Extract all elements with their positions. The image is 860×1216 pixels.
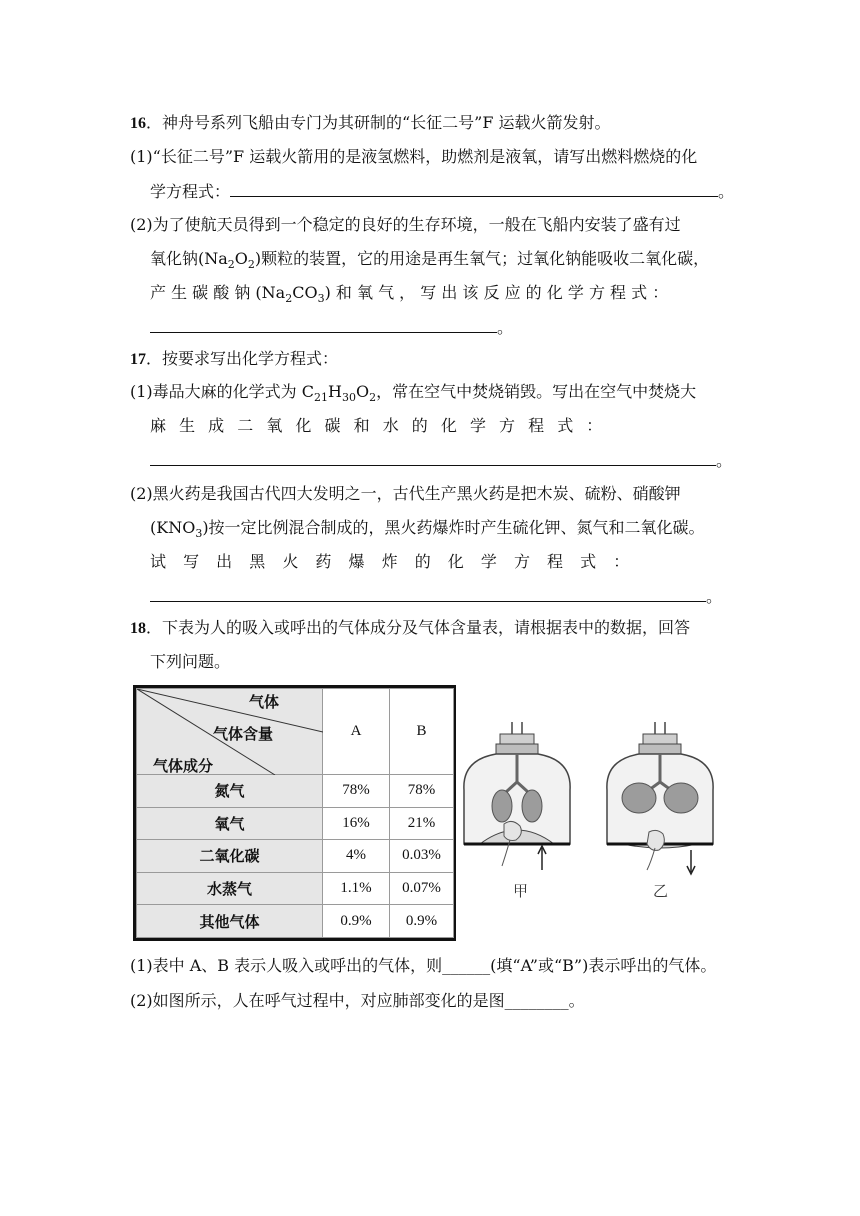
text: ) 和 氧 气 ， 写 出 该 反 应 的 化 学 方 程 式 ： [324, 283, 669, 302]
q17-part1-line3 [150, 449, 735, 472]
q17-stem [130, 348, 735, 371]
q18-stem-line2: 下列问题。 [150, 652, 231, 671]
q16-part1-line1: (1)“长征二号”F 运载火箭用的是液氢燃料，助燃剂是液氧，请写出燃料燃烧的化 [130, 147, 698, 166]
subscript: 2 [227, 258, 235, 272]
cell-b: 0.03% [390, 840, 454, 873]
text: 氧化钠(Na [150, 249, 228, 268]
q17-answer-blank-1[interactable] [150, 449, 716, 466]
text: )颗粒的装置，它的用途是再生氧气；过氧化钠能吸收二氧化碳， [254, 249, 710, 268]
q17-stem-text: ．按要求写出化学方程式： [146, 349, 339, 368]
cell-a: 4% [323, 840, 390, 873]
bell-jar-figure-yi [605, 720, 735, 884]
q17-part2-line3: 试 写 出 黑 火 药 爆 炸 的 化 学 方 程 式 ： [150, 552, 630, 571]
figure-label-yi: 乙 [653, 882, 669, 900]
cell-a: 78% [323, 775, 390, 808]
period: 。 [497, 318, 514, 337]
cell-b: 21% [390, 807, 454, 840]
row-name: 其他气体 [137, 905, 323, 938]
subscript: 30 [341, 391, 356, 405]
subscript: 21 [314, 391, 328, 405]
subscript: 3 [195, 527, 203, 541]
subscript: 3 [317, 292, 325, 306]
q16-stem [130, 112, 735, 135]
text: )按一定比例混合制成的，黑火药爆炸时产生硫化钾、氮气和二氧化碳。 [202, 518, 705, 537]
text: H [328, 382, 342, 401]
q18-part2: (2)如图所示，人在呼气过程中，对应肺部变化的是图________。 [130, 991, 585, 1010]
q16-part2-line3 [150, 282, 735, 304]
cell-b: 78% [390, 775, 454, 808]
table-row [137, 905, 454, 938]
text: O [355, 382, 370, 401]
table-row [137, 840, 454, 873]
bell-jar-lung-model-icon [605, 720, 735, 880]
corner-label-component: 气体成分 [153, 757, 214, 775]
q16-answer-blank-2[interactable] [150, 316, 497, 333]
q16-number: 16 [130, 115, 146, 132]
q17-part2-line4 [150, 585, 735, 608]
q16-part2-line2 [150, 248, 735, 270]
q16-stem-text: ．神舟号系列飞船由专门为其研制的“长征二号”F 运载火箭发射。 [146, 113, 611, 132]
cell-a: 16% [323, 807, 390, 840]
corner-label-content: 气体含量 [213, 725, 274, 743]
row-name: 氧气 [137, 807, 323, 840]
q16-part1-prefix: 学方程式： [150, 182, 231, 201]
cell-b: 0.9% [390, 905, 454, 938]
row-name: 二氧化碳 [137, 840, 323, 873]
row-name: 水蒸气 [137, 872, 323, 905]
row-name: 氮气 [137, 775, 323, 808]
subscript: 2 [285, 292, 293, 306]
q17-part1-line1 [130, 381, 735, 403]
bell-jar-figure-jia [462, 720, 592, 884]
bell-jar-lung-model-icon [462, 720, 592, 880]
text: (1)毒品大麻的化学式为 C [130, 382, 314, 401]
table-corner-header [137, 689, 323, 775]
col-header-a: A [323, 689, 390, 775]
figure-label-jia: 甲 [513, 882, 529, 900]
period: 。 [716, 451, 733, 470]
text: CO [292, 283, 318, 302]
q18-part1: (1)表中 A、B 表示人吸入或呼出的气体，则______(填“A”或“B”)表示呼出的气体。 [130, 956, 717, 975]
text: O [234, 249, 248, 268]
col-header-b: B [390, 689, 454, 775]
subscript: 2 [369, 391, 377, 405]
q17-answer-blank-2[interactable] [150, 585, 706, 602]
gas-composition-table [133, 685, 456, 941]
q18-stem-text: ．下表为人的吸入或呼出的气体成分及气体含量表，请根据表中的数据，回答 [146, 618, 691, 637]
text: (KNO [150, 518, 196, 537]
cell-b: 0.07% [390, 872, 454, 905]
text: 产 生 碳 酸 钠 (Na [150, 283, 286, 302]
text: ，常在空气中焚烧销毁。写出在空气中焚烧大 [376, 382, 697, 401]
table-row [137, 775, 454, 808]
q16-part2-line4 [150, 316, 735, 339]
q17-part2-line1: (2)黑火药是我国古代四大发明之一，古代生产黑火药是把木炭、硫粉、硝酸钾 [130, 484, 681, 503]
q16-part1-line2 [150, 180, 735, 203]
corner-label-gas: 气体 [249, 693, 280, 711]
q17-part2-line2 [150, 517, 735, 539]
period: 。 [718, 182, 735, 201]
period: 。 [706, 587, 723, 606]
cell-a: 1.1% [323, 872, 390, 905]
table-row [137, 872, 454, 905]
q18-stem [130, 617, 735, 640]
q17-number: 17 [130, 351, 146, 368]
q16-part2-line1: (2)为了使航天员得到一个稳定的良好的生存环境，一般在飞船内安装了盛有过 [130, 215, 681, 234]
q18-number: 18 [130, 620, 146, 637]
q16-answer-blank-1[interactable] [230, 180, 718, 197]
table-row [137, 807, 454, 840]
q17-part1-line2: 麻 生 成 二 氧 化 碳 和 水 的 化 学 方 程 式 ： [150, 416, 603, 435]
subscript: 2 [247, 258, 255, 272]
cell-a: 0.9% [323, 905, 390, 938]
